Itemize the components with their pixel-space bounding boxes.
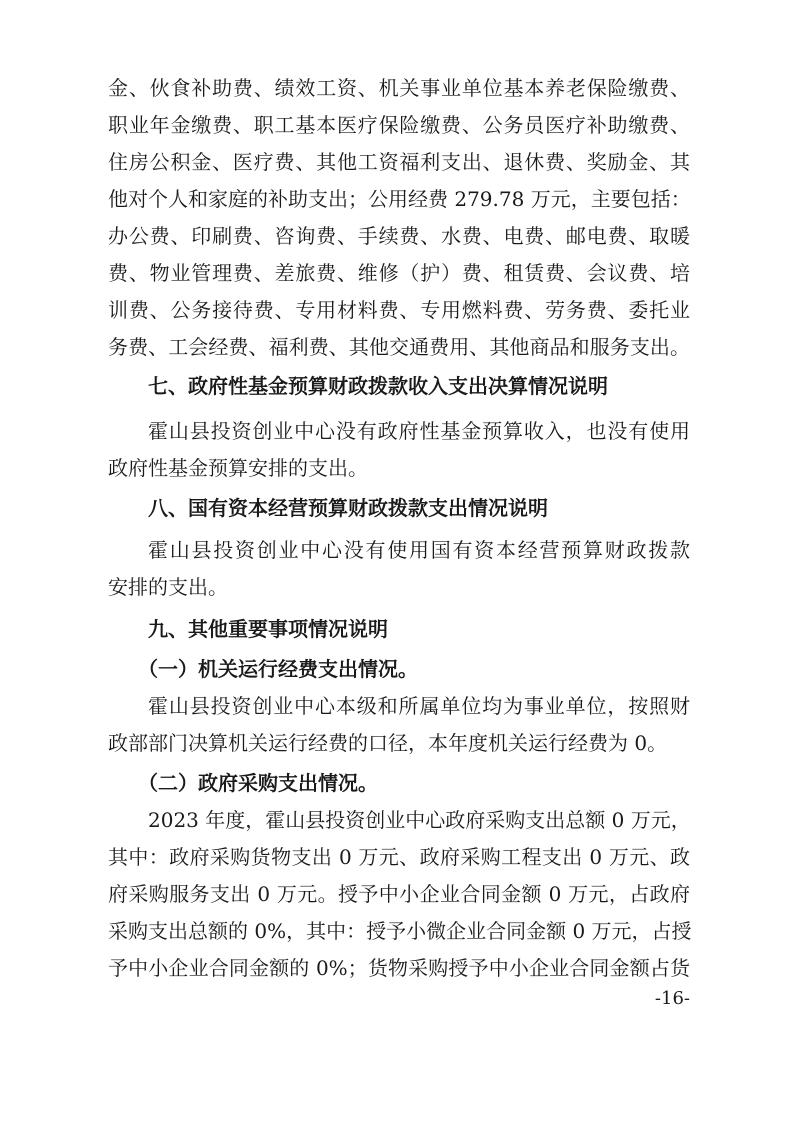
body-text-line: 金、伙食补助费、绩效工资、机关事业单位基本养老保险缴费、 — [108, 76, 690, 100]
section-heading: 七、政府性基金预算财政拨款收入支出决算情况说明 — [148, 374, 608, 398]
body-text-line: 予中小企业合同金额的 0%；货物采购授予中小企业合同金额占货 — [108, 956, 690, 980]
body-text-line: 采购支出总额的 0%，其中：授予小微企业合同金额 0 万元，占授 — [108, 919, 692, 943]
body-text-line: 政部部门决算机关运行经费的口径，本年度机关运行经费为 0。 — [108, 731, 668, 755]
body-text-line: 费、物业管理费、差旅费、维修（护）费、租赁费、会议费、培 — [108, 261, 690, 285]
section-heading: 九、其他重要事项情况说明 — [148, 617, 388, 641]
body-text-line: 霍山县投资创业中心本级和所属单位均为事业单位，按照财 — [148, 694, 690, 718]
page-number: -16- — [654, 988, 690, 1009]
subsection-heading: （二）政府采购支出情况。 — [138, 771, 378, 795]
body-text-line: 政府性基金预算安排的支出。 — [108, 456, 368, 480]
section-heading: 八、国有资本经营预算财政拨款支出情况说明 — [148, 496, 548, 520]
body-text-line: 住房公积金、医疗费、其他工资福利支出、退休费、奖励金、其 — [108, 150, 690, 174]
body-text-line: 务费、工会经费、福利费、其他交通费用、其他商品和服务支出。 — [108, 335, 690, 359]
body-text-line: 安排的支出。 — [108, 575, 228, 599]
body-text-line: 其中：政府采购货物支出 0 万元、政府采购工程支出 0 万元、政 — [108, 845, 690, 869]
body-text-line: 霍山县投资创业中心没有使用国有资本经营预算财政拨款 — [148, 538, 690, 562]
subsection-heading: （一）机关运行经费支出情况。 — [138, 657, 418, 681]
body-text-line: 职业年金缴费、职工基本医疗保险缴费、公务员医疗补助缴费、 — [108, 113, 690, 137]
body-text-line: 2023 年度，霍山县投资创业中心政府采购支出总额 0 万元， — [148, 808, 691, 832]
body-text-line: 府采购服务支出 0 万元。授予中小企业合同金额 0 万元，占政府 — [108, 882, 690, 906]
body-text-line: 办公费、印刷费、咨询费、手续费、水费、电费、邮电费、取暖 — [108, 224, 690, 248]
body-text-line: 他对个人和家庭的补助支出；公用经费 279.78 万元，主要包括： — [108, 187, 691, 211]
body-text-line: 训费、公务接待费、专用材料费、专用燃料费、劳务费、委托业 — [108, 298, 690, 322]
body-text-line: 霍山县投资创业中心没有政府性基金预算收入，也没有使用 — [148, 419, 690, 443]
